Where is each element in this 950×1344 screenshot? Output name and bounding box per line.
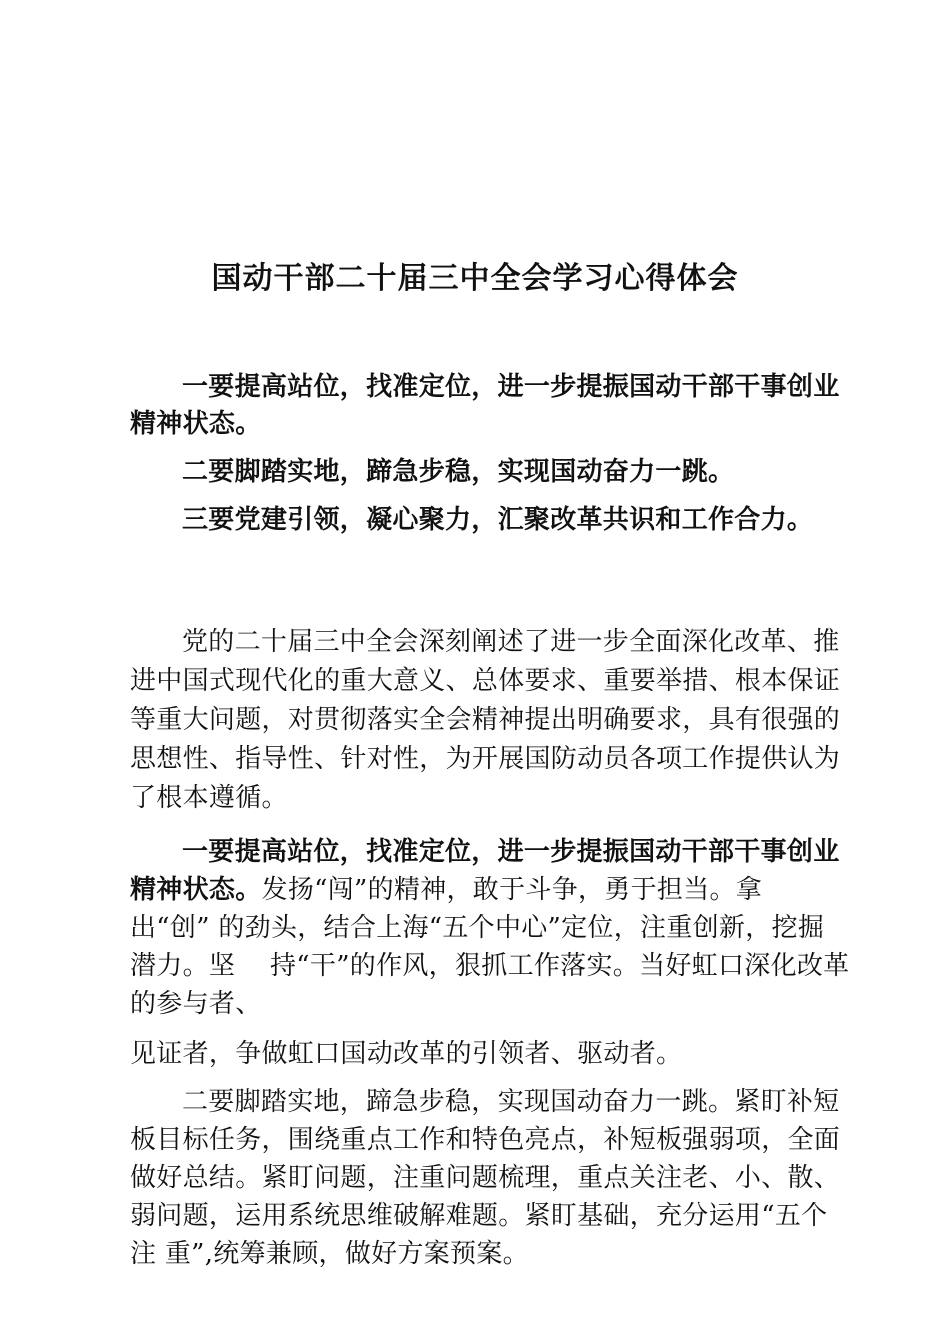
section-2-line-1: 二要脚踏实地，蹄急步稳，实现国动奋力一跳。紧盯补短 — [182, 1087, 840, 1117]
section-2-line-4: 弱问题，运用系统思维破解难题。紧盯基础，充分运用“五个 — [130, 1201, 828, 1231]
summary-point-3: 三要党建引领，凝心聚力，汇聚改革共识和工作合力。 — [182, 505, 814, 535]
section-1-line-2-rest: 发扬“闯”的精神，敢于斗争，勇于担当。拿 — [261, 875, 763, 905]
section-2-line-2: 板目标任务，围绕重点工作和特色亮点，补短板强弱项，全面 — [130, 1125, 841, 1155]
section-1-line-4b: 持“干”的作风，狠抓工作落实。当好虹口深化改革 — [270, 951, 850, 981]
intro-line-3: 等重大问题，对贯彻落实全会精神提出明确要求，具有很强的 — [130, 705, 841, 735]
intro-line-5: 了根本遵循。 — [130, 783, 288, 813]
document-title: 国动干部二十届三中全会学习心得体会 — [211, 261, 739, 296]
summary-point-2: 二要脚踏实地，蹄急步稳，实现国动奋力一跳。 — [182, 457, 735, 487]
section-2-line-5: 注 重”,统筹兼顾，做好方案预案。 — [130, 1239, 529, 1269]
section-1-heading-line-1: 一要提高站位，找准定位，进一步提振国动干部干事创业 — [182, 837, 840, 867]
section-1-line-4a: 潜力。坚 — [130, 951, 236, 981]
summary-point-1-line-2: 精神状态。 — [130, 409, 262, 439]
section-1-line-6: 见证者，争做虹口国动改革的引领者、驱动者。 — [130, 1039, 683, 1069]
section-2-line-3: 做好总结。紧盯问题，注重问题梳理，重点关注老、小、散、 — [130, 1163, 841, 1193]
section-1-line-3: 出“创” 的劲头，结合上海“五个中心”定位，注重创新，挖掘 — [130, 913, 825, 943]
intro-line-4: 思想性、指导性、针对性，为开展国防动员各项工作提供认为 — [130, 744, 841, 774]
section-1-heading-line-2: 精神状态。 — [130, 875, 262, 905]
section-1-line-5: 的参与者、 — [130, 989, 262, 1019]
intro-line-1: 党的二十届三中全会深刻阐述了进一步全面深化改革、推 — [182, 627, 840, 657]
summary-point-1-line-1: 一要提高站位，找准定位，进一步提振国动干部干事创业 — [182, 372, 840, 402]
section-1-line-2 — [130, 873, 762, 907]
intro-line-2: 进中国式现代化的重大意义、总体要求、重要举措、根本保证 — [130, 666, 841, 696]
